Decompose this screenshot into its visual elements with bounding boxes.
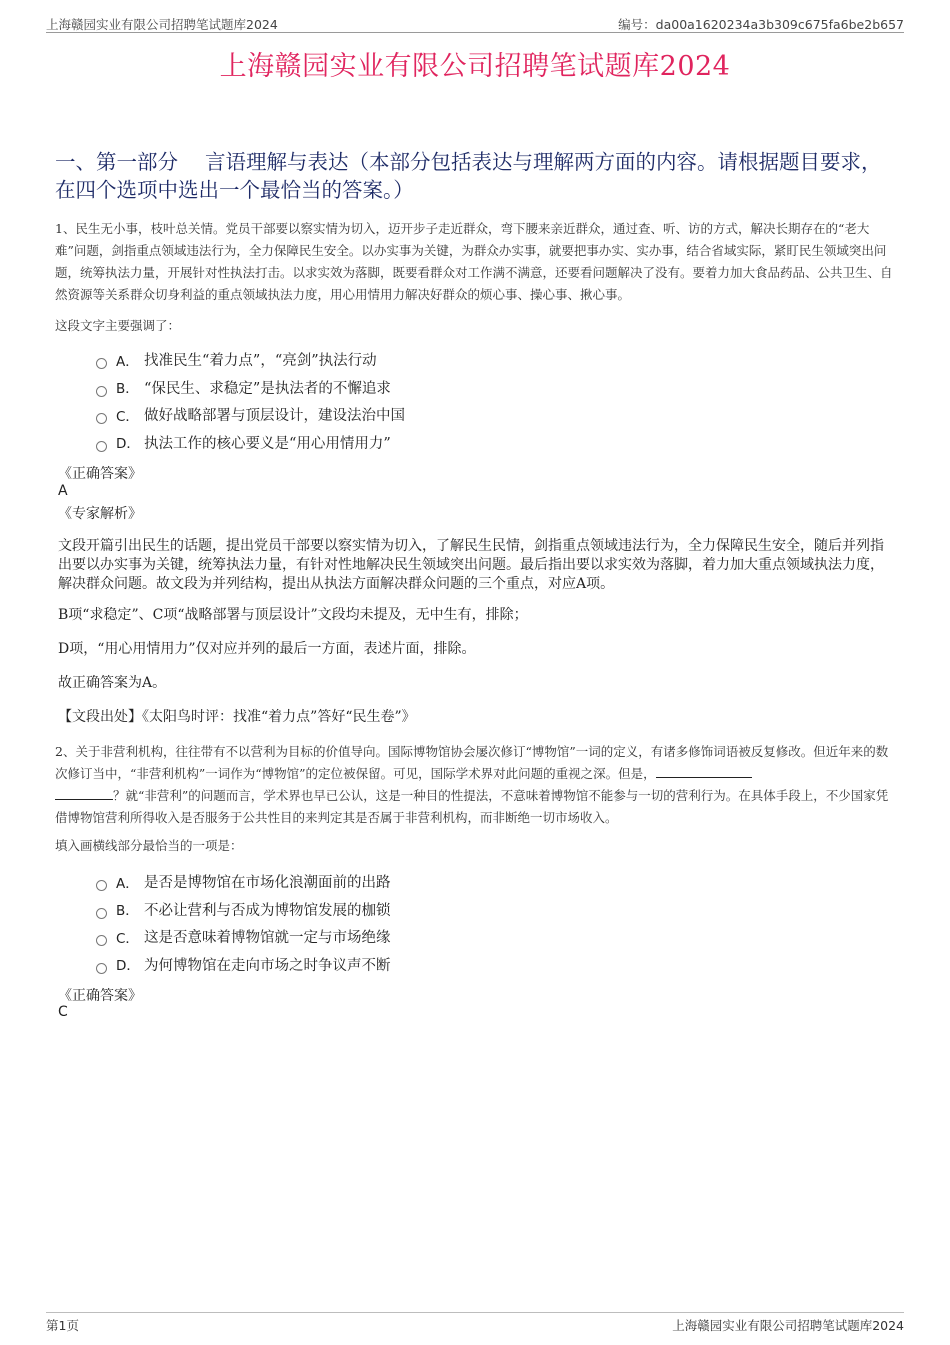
q1-option-d[interactable]: D． 执法工作的核心要义是“用心用情用力” xyxy=(96,429,405,457)
option-text: “保民生、求稳定”是执法者的不懈追求 xyxy=(144,380,391,397)
header-doc-number: 编号：da00a1620234a3b309c675fa6be2b657 xyxy=(618,17,904,32)
question-1-options xyxy=(96,346,405,456)
option-text: 这是否意味着博物馆就一定与市场绝缘 xyxy=(144,930,391,947)
q1-answer: A xyxy=(58,483,68,499)
q2-option-d[interactable]: D． 为何博物馆在走向市场之时争议声不断 xyxy=(96,951,391,979)
q1-analysis-paragraph: B项“求稳定”、C项“战略部署与顶层设计”文段均未提及，无中生有，排除； xyxy=(58,607,528,623)
radio-icon[interactable] xyxy=(96,908,107,919)
fill-blank xyxy=(656,767,752,778)
option-text: 执法工作的核心要义是“用心用情用力” xyxy=(144,435,391,452)
radio-icon[interactable] xyxy=(96,935,107,946)
q2-option-a[interactable]: A． 是否是博物馆在市场化浪潮面前的出路 xyxy=(96,868,391,896)
question-1-prompt: 这段文字主要强调了： xyxy=(55,318,181,333)
option-text: 不必让营利与否成为博物馆发展的枷锁 xyxy=(144,902,391,919)
q2-answer-label: 《正确答案》 xyxy=(58,988,142,1004)
section-heading: 一、第一部分 言语理解与表达（本部分包括表达与理解两方面的内容。请根据题目要求，在四个选项中选出一个最恰当的答案。） xyxy=(55,150,882,202)
q1-analysis-paragraph: D项，“用心用情用力”仅对应并列的最后一方面，表述片面，排除。 xyxy=(58,641,476,657)
q1-analysis-label: 《专家解析》 xyxy=(58,506,142,522)
q1-analysis-paragraph: 文段开篇引出民生的话题，提出党员干部要以察实情为切入，了解民生民情，剑指重点领域违法行为，全力保障民生安全，随后并列指出要以办实事为关键，统筹执法力量，有针对性地解决民生领域突出问题。最后指出要以求实效为落脚，着力加大重点领域执法力度，解决群众问题。故文段为并列结构，提出从执法方面解决群众问题的三个重点，对应A项。 xyxy=(58,538,884,592)
option-text: 是否是博物馆在市场化浪潮面前的出路 xyxy=(144,875,391,892)
page-footer xyxy=(46,1312,904,1333)
question-1-text: 1、民生无小事，枝叶总关情。党员干部要以察实情为切入，迈开步子走近群众，弯下腰来亲近群众，通过查、听、访的方式，解决长期存在的“老大难”问题，剑指重点领域违法行为，全力保障民生安全。以办实事为关键，为群众办实事，就要把事办实、实办事，结合省域实际，紧盯民生领域突出问题，统筹执法力量，开展针对性执法打击。以求实效为落脚，既要看群众对工作满不满意，还要看问题解决了没有。要着力加大食品药品、公共卫生、自然资源等关系群众切身利益的重点领域执法力度，用心用情用力解决好群众的烦心事、操心事、揪心事。 xyxy=(55,221,893,302)
q1-source: 【文段出处】《太阳鸟时评：找准“着力点”答好“民生卷”》 xyxy=(58,709,416,725)
option-text: 做好战略部署与顶层设计，建设法治中国 xyxy=(144,408,405,425)
q2-answer: C xyxy=(58,1004,68,1020)
q1-option-b[interactable]: B． “保民生、求稳定”是执法者的不懈追求 xyxy=(96,374,405,402)
fill-blank xyxy=(55,789,113,800)
footer-doc-title: 上海赣园实业有限公司招聘笔试题库2024 xyxy=(672,1318,904,1333)
radio-icon[interactable] xyxy=(96,880,107,891)
q1-option-a[interactable]: A． 找准民生“着力点”，“亮剑”执法行动 xyxy=(96,346,405,374)
q1-answer-label: 《正确答案》 xyxy=(58,466,142,482)
question-2-options xyxy=(96,868,391,978)
page-number: 第1页 xyxy=(46,1318,79,1333)
radio-icon[interactable] xyxy=(96,413,107,424)
radio-icon[interactable] xyxy=(96,441,107,452)
q2-option-b[interactable]: B． 不必让营利与否成为博物馆发展的枷锁 xyxy=(96,896,391,924)
radio-icon[interactable] xyxy=(96,358,107,369)
q2-option-c[interactable]: C． 这是否意味着博物馆就一定与市场绝缘 xyxy=(96,923,391,951)
q1-analysis-paragraph: 故正确答案为A。 xyxy=(58,675,167,691)
radio-icon[interactable] xyxy=(96,386,107,397)
option-text: 为何博物馆在走向市场之时争议声不断 xyxy=(144,957,391,974)
radio-icon[interactable] xyxy=(96,963,107,974)
page-header xyxy=(46,14,904,33)
q1-option-c[interactable]: C． 做好战略部署与顶层设计，建设法治中国 xyxy=(96,401,405,429)
question-2-text: 2、关于非营利机构，往往带有不以营利为目标的价值导向。国际博物馆协会屡次修订“博物馆”一词的定义，有诸多修饰词语被反复修改。但近年来的数次修订当中，“非营利机构”一词作为“博物馆”的定位被保留。可见，国际学术界对此问题的重视之深。但是， ？就“非营利”的问题而言，学术界也早已公认，这是一种目的性提法，不意味着博物馆不能参与一切的营利行为。在具体手段上，不少国家凭借博物馆营利所得收入是否服务于公共性目的来判定其是否属于非营利机构，而非断绝一切市场收入。 xyxy=(55,744,889,825)
document-title: 上海赣园实业有限公司招聘笔试题库2024 xyxy=(219,51,731,82)
header-doc-title: 上海赣园实业有限公司招聘笔试题库2024 xyxy=(46,17,278,32)
question-2-prompt: 填入画横线部分最恰当的一项是： xyxy=(55,838,243,853)
option-text: 找准民生“着力点”，“亮剑”执法行动 xyxy=(144,353,377,370)
